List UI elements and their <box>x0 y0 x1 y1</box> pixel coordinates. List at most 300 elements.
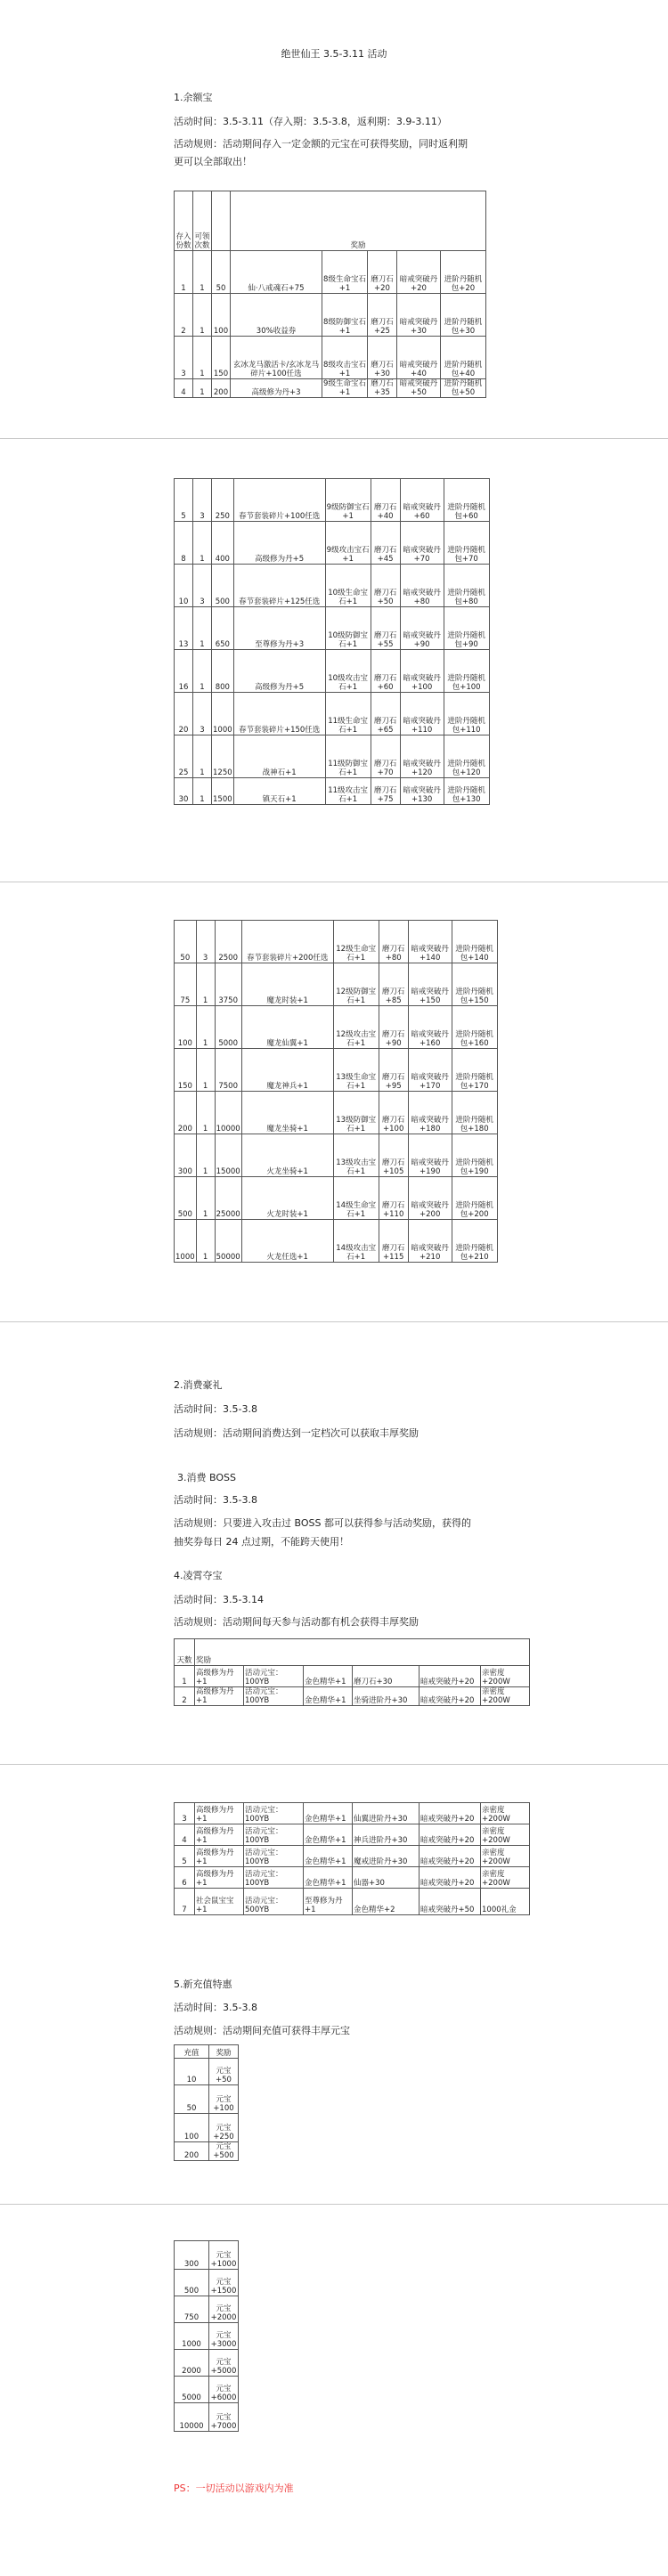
table-cell: 进阶丹随机包+30 <box>441 294 486 337</box>
page-6 <box>0 2205 668 2576</box>
table-row <box>175 1220 498 1263</box>
table-cell: 进阶丹随机包+140 <box>452 921 497 963</box>
table-cell: 活动元宝：100YB <box>244 1666 304 1687</box>
table-cell: 100 <box>175 2114 209 2142</box>
table-cell: 100 <box>212 294 231 337</box>
table-cell: 500 <box>212 565 234 607</box>
table-cell: 亲密度+200W <box>481 1687 530 1706</box>
table-cell: 暗戒突破丹+190 <box>408 1134 452 1177</box>
table-cell: 3 <box>175 337 193 379</box>
table-cell: 仙翼进阶丹+30 <box>353 1803 420 1824</box>
table-cell: 1000 <box>175 2323 209 2350</box>
table-cell: 2000 <box>175 2350 209 2377</box>
table-cell: 13级生命宝石+1 <box>333 1049 379 1092</box>
table-cell: 高级修为丹+1 <box>195 1867 244 1889</box>
table-cell: 1 <box>175 251 193 294</box>
table-row <box>175 1687 530 1706</box>
table-cell: 50 <box>175 2085 209 2114</box>
table-cell: 650 <box>212 607 234 650</box>
table-cell: 13级攻击宝石+1 <box>333 1134 379 1177</box>
table-cell: 高级修为丹+1 <box>195 1687 244 1706</box>
table-cell: 50000 <box>215 1220 241 1263</box>
table-cell: 10级生命宝石+1 <box>325 565 371 607</box>
table-cell: 1000 <box>212 693 234 735</box>
table-cell: 亲密度+200W <box>481 1803 530 1824</box>
table-cell: 元宝+5000 <box>209 2350 239 2377</box>
table-row <box>175 251 486 294</box>
table-cell: 10 <box>175 565 193 607</box>
table-row <box>175 479 490 522</box>
table-cell: 8级攻击宝石+1 <box>322 337 368 379</box>
table-cell: 7500 <box>215 1049 241 1092</box>
section-1-rule-line2: 更可以全部取出！ <box>174 156 252 167</box>
table-cell: 暗戒突破丹+70 <box>400 522 444 565</box>
table-cell: 15000 <box>215 1134 241 1177</box>
table-cell: 磨刀石+60 <box>371 650 400 693</box>
table-cell: 暗戒突破丹+30 <box>397 294 441 337</box>
table-cell: 300 <box>175 2241 209 2270</box>
table-row <box>175 1177 498 1220</box>
table-row <box>175 337 486 379</box>
table-cell: 进阶丹随机包+130 <box>444 778 489 805</box>
table-cell: 磨刀石+35 <box>368 379 397 398</box>
table-cell: 至尊修为丹+3 <box>233 607 325 650</box>
table-cell: 100 <box>175 1006 197 1049</box>
table-cell: 10 <box>175 2059 209 2085</box>
table-cell: 磨刀石+30 <box>353 1666 420 1687</box>
table-cell: 亲密度+200W <box>481 1666 530 1687</box>
table-cell: 150 <box>212 337 231 379</box>
table-cell: 磨刀石+25 <box>368 294 397 337</box>
table-row <box>175 1666 530 1687</box>
section-2-heading: 2.消费豪礼 <box>174 1379 223 1391</box>
section-2-rule: 活动规则：活动期间消费达到一定档次可以获取丰厚奖励 <box>174 1427 419 1439</box>
table-row <box>175 778 490 805</box>
table-cell: 1 <box>193 294 212 337</box>
table-cell: 6 <box>175 1867 195 1889</box>
table-cell: 1000礼金 <box>481 1889 530 1915</box>
table-row <box>175 1092 498 1134</box>
page-3 <box>0 882 668 1321</box>
table-cell: 暗戒突破丹+160 <box>408 1006 452 1049</box>
table-cell: 磨刀石+90 <box>379 1006 408 1049</box>
recharge-table-part-1 <box>174 2044 239 2161</box>
page-5 <box>0 1765 668 2204</box>
table-cell: 1 <box>193 522 212 565</box>
page-4 <box>0 1322 668 1764</box>
table-cell: 9级生命宝石+1 <box>323 379 366 397</box>
table-cell: 1 <box>193 778 212 805</box>
table-cell: 高级修为丹+5 <box>233 522 325 565</box>
table-cell: 进阶丹随机包+110 <box>444 693 489 735</box>
table-cell: 金色精华+1 <box>304 1824 353 1846</box>
table-cell: 200 <box>175 2142 209 2161</box>
table-cell: 200 <box>212 379 231 398</box>
table-cell: 活动元宝：100YB <box>244 1803 304 1824</box>
table-cell: 25 <box>175 735 193 778</box>
table-cell: 进阶丹随机包+20 <box>441 251 486 294</box>
table-cell: 暗戒突破丹+100 <box>400 650 444 693</box>
table-cell: 暗戒突破丹+20 <box>397 251 441 294</box>
table-cell: 金色精华+1 <box>304 1666 353 1687</box>
table-row <box>175 2114 239 2142</box>
table-cell: 暗戒突破丹+140 <box>408 921 452 963</box>
table-cell: 神兵进阶丹+30 <box>353 1824 420 1846</box>
table-cell: 高级修为丹+1 <box>195 1824 244 1846</box>
table-cell: 13级防御宝石+1 <box>333 1092 379 1134</box>
table-cell: 5 <box>175 1846 195 1867</box>
table-cell: 暗戒突破丹+20 <box>420 1867 481 1889</box>
table-row <box>175 2085 239 2114</box>
table-row <box>175 2059 239 2085</box>
header-cell: 存入份数 <box>175 191 193 251</box>
page-1 <box>0 0 668 438</box>
table-row <box>175 1049 498 1092</box>
header-cell: 奖励 <box>195 1639 530 1666</box>
table-cell: 魔龙时装+1 <box>241 963 333 1006</box>
table-cell: 金色精华+1 <box>304 1803 353 1824</box>
table-cell: 3 <box>193 479 212 522</box>
table-cell: 磨刀石+105 <box>379 1134 408 1177</box>
table-cell: 暗戒突破丹+170 <box>408 1049 452 1092</box>
table-cell: 至尊修为丹+1 <box>304 1889 353 1915</box>
table-cell: 10级攻击宝石+1 <box>325 650 371 693</box>
table-cell: 暗戒突破丹+40 <box>397 337 441 379</box>
table-cell: 磨刀石+95 <box>379 1049 408 1092</box>
section-3-rule-line2: 抽奖券每日 24 点过期，不能跨天使用！ <box>174 1536 349 1548</box>
table-cell: 进阶丹随机包+190 <box>452 1134 497 1177</box>
table-cell: 14级生命宝石+1 <box>333 1177 379 1220</box>
table-row <box>175 2296 239 2323</box>
table-cell: 5 <box>175 479 193 522</box>
table-cell: 11级防御宝石+1 <box>325 735 371 778</box>
table-cell: 5000 <box>215 1006 241 1049</box>
table-cell: 20 <box>175 693 193 735</box>
table-cell: 春节套装碎片+100任选 <box>233 479 325 522</box>
table-cell: 25000 <box>215 1177 241 1220</box>
table-cell: 3 <box>175 1803 195 1824</box>
table-cell: 8级生命宝石+1 <box>322 251 368 294</box>
page-separator <box>0 438 668 439</box>
table-cell: 魔龙仙翼+1 <box>241 1006 333 1049</box>
yuebao-table-part-2 <box>174 478 490 805</box>
table-cell: 进阶丹随机包+150 <box>452 963 497 1006</box>
table-cell: 1 <box>175 1666 195 1687</box>
table-cell: 9级攻击宝石+1 <box>325 522 371 565</box>
table-cell: 500 <box>175 1177 197 1220</box>
table-cell: 12级防御宝石+1 <box>333 963 379 1006</box>
header-cell: 奖励 <box>231 191 486 251</box>
table-cell: 1 <box>196 1006 215 1049</box>
table-cell: 1 <box>193 337 212 379</box>
table-cell: 进阶丹随机包+180 <box>452 1092 497 1134</box>
table-cell: 暗戒突破丹+90 <box>400 607 444 650</box>
table-cell: 暗戒突破丹+110 <box>400 693 444 735</box>
table-cell: 磨刀石+45 <box>371 522 400 565</box>
table-cell: 11级生命宝石+1 <box>325 693 371 735</box>
table-cell: 30%收益券 <box>231 294 322 337</box>
table-cell: 春节套装碎片+200任选 <box>241 921 333 963</box>
table-cell: 仙·八戒魂石+75 <box>231 251 322 294</box>
table-cell: 1 <box>196 1134 215 1177</box>
table-cell: 元宝+1500 <box>209 2270 239 2296</box>
table-cell: 火龙任选+1 <box>241 1220 333 1263</box>
table-cell: 进阶丹随机包+160 <box>452 1006 497 1049</box>
section-1-heading: 1.余额宝 <box>174 92 213 103</box>
table-cell: 磨刀石+40 <box>371 479 400 522</box>
table-cell: 13 <box>175 607 193 650</box>
header-cell: 天数 <box>175 1639 195 1666</box>
table-cell: 进阶丹随机包+170 <box>452 1049 497 1092</box>
table-cell: 150 <box>175 1049 197 1092</box>
table-cell: 3 <box>196 921 215 963</box>
table-cell: 进阶丹随机包+50 <box>441 379 486 398</box>
table-cell: 磨刀石+100 <box>379 1092 408 1134</box>
table-row <box>175 565 490 607</box>
table-row <box>175 1824 530 1846</box>
table-cell: 2 <box>175 294 193 337</box>
table-cell: 750 <box>175 2296 209 2323</box>
table-cell: 暗戒突破丹+20 <box>420 1687 481 1706</box>
section-4-rule: 活动规则：活动期间每天参与活动都有机会获得丰厚奖励 <box>174 1616 419 1628</box>
table-cell: 200 <box>175 1092 197 1134</box>
header-cell <box>212 191 231 251</box>
table-cell: 磨刀石+80 <box>379 921 408 963</box>
table-cell: 9级防御宝石+1 <box>325 479 371 522</box>
table-cell: 300 <box>175 1134 197 1177</box>
table-row <box>175 1867 530 1889</box>
table-row <box>175 1006 498 1049</box>
table-cell: 镇天石+1 <box>233 778 325 805</box>
table-row <box>175 2241 239 2270</box>
table-cell: 3 <box>193 565 212 607</box>
ps-note: PS：一切活动以游戏内为准 <box>174 2483 294 2494</box>
table-cell: 1 <box>196 1177 215 1220</box>
table-cell: 元宝+500 <box>209 2142 239 2161</box>
table-cell: 10000 <box>215 1092 241 1134</box>
table-row <box>175 1803 530 1824</box>
table-cell: 50 <box>175 921 197 963</box>
table-cell: 进阶丹随机包+40 <box>441 337 486 379</box>
table-cell: 进阶丹随机包+90 <box>444 607 489 650</box>
table-cell: 进阶丹随机包+200 <box>452 1177 497 1220</box>
section-1-rule-line1: 活动规则：活动期间存入一定金额的元宝在可获得奖励，同时返利期 <box>174 138 468 150</box>
table-cell: 进阶丹随机包+80 <box>444 565 489 607</box>
table-cell: 元宝+3000 <box>209 2323 239 2350</box>
table-row <box>175 607 490 650</box>
table-cell: 进阶丹随机包+60 <box>444 479 489 522</box>
table-cell: 金色精华+2 <box>353 1889 420 1915</box>
table-cell: 12级生命宝石+1 <box>333 921 379 963</box>
table-cell: 10000 <box>175 2403 209 2432</box>
table-row <box>175 2142 239 2161</box>
table-cell: 魔龙坐骑+1 <box>241 1092 333 1134</box>
table-row <box>175 735 490 778</box>
table-cell: 春节套装碎片+150任选 <box>233 693 325 735</box>
table-cell: 魔戒进阶丹+30 <box>353 1846 420 1867</box>
table-cell: 社会鼠宝宝+1 <box>195 1889 244 1915</box>
table-cell: 元宝+100 <box>209 2085 239 2114</box>
table-cell: 暗戒突破丹+180 <box>408 1092 452 1134</box>
table-cell: 仙器+30 <box>353 1867 420 1889</box>
table-cell: 元宝+250 <box>209 2114 239 2142</box>
table-cell: 12级攻击宝石+1 <box>333 1006 379 1049</box>
table-cell: 活动元宝：500YB <box>244 1889 304 1915</box>
table-cell: 800 <box>212 650 234 693</box>
table-cell: 1000 <box>175 1220 197 1263</box>
table-cell: 2500 <box>215 921 241 963</box>
table-cell: 进阶丹随机包+100 <box>444 650 489 693</box>
table-cell: 进阶丹随机包+210 <box>452 1220 497 1263</box>
section-3-time: 活动时间：3.5-3.8 <box>174 1494 257 1506</box>
table-cell: 暗戒突破丹+50 <box>420 1889 481 1915</box>
table-cell: 暗戒突破丹+20 <box>420 1824 481 1846</box>
table-row <box>175 2350 239 2377</box>
page-2 <box>0 439 668 882</box>
section-5-heading: 5.新充值特惠 <box>174 1979 232 1990</box>
table-cell: 火龙时装+1 <box>241 1177 333 1220</box>
section-2-time: 活动时间：3.5-3.8 <box>174 1403 257 1415</box>
table-cell: 4 <box>175 1824 195 1846</box>
table-cell: 亲密度+200W <box>481 1846 530 1867</box>
page-separator <box>0 1764 668 1765</box>
table-cell: 元宝+6000 <box>209 2377 239 2403</box>
table-cell: 1 <box>193 650 212 693</box>
table-cell: 4 <box>175 379 193 398</box>
table-cell: 进阶丹随机包+120 <box>444 735 489 778</box>
table-cell: 1 <box>196 963 215 1006</box>
table-cell: 7 <box>175 1889 195 1915</box>
table-row <box>175 294 486 337</box>
table-cell: 5000 <box>175 2377 209 2403</box>
table-cell: 1 <box>193 735 212 778</box>
table-cell: 高级修为丹+1 <box>195 1803 244 1824</box>
page-separator <box>0 2204 668 2205</box>
table-cell: 磨刀石+115 <box>379 1220 408 1263</box>
table-cell: 1500 <box>212 778 234 805</box>
table-row <box>175 650 490 693</box>
section-1-time: 活动时间：3.5-3.11（存入期：3.5-3.8，返利期：3.9-3.11） <box>174 116 447 127</box>
section-3-heading: 3.消费 BOSS <box>177 1472 236 1483</box>
table-cell: 火龙坐骑+1 <box>241 1134 333 1177</box>
table-cell: 暗戒突破丹+60 <box>400 479 444 522</box>
table-row <box>175 2403 239 2432</box>
table-cell: 磨刀石+70 <box>371 735 400 778</box>
header-cell: 可领次数 <box>193 191 212 251</box>
table-row <box>175 1889 530 1915</box>
yuebao-table-part-1 <box>174 191 486 398</box>
table-cell: 400 <box>212 522 234 565</box>
document-title: 绝世仙王 3.5-3.11 活动 <box>281 48 387 60</box>
table-cell: 暗戒突破丹+210 <box>408 1220 452 1263</box>
table-cell: 魔龙神兵+1 <box>241 1049 333 1092</box>
table-cell: 春节套装碎片+125任选 <box>233 565 325 607</box>
table-row <box>175 1846 530 1867</box>
table-cell: 暗戒突破丹+20 <box>420 1666 481 1687</box>
table-cell: 1 <box>193 379 212 398</box>
table-cell: 磨刀石+75 <box>371 778 400 805</box>
table-cell: 元宝+2000 <box>209 2296 239 2323</box>
table-cell: 磨刀石+110 <box>379 1177 408 1220</box>
table-cell: 高级修为丹+5 <box>233 650 325 693</box>
table-row <box>175 2270 239 2296</box>
table-cell: 高级修为丹+3 <box>231 379 322 398</box>
section-4-time: 活动时间：3.5-3.14 <box>174 1594 264 1605</box>
table-cell: 16 <box>175 650 193 693</box>
table-cell: 磨刀石+20 <box>368 251 397 294</box>
section-5-rule: 活动规则：活动期间充值可获得丰厚元宝 <box>174 2025 350 2036</box>
table-cell: 1 <box>196 1220 215 1263</box>
table-cell: 3 <box>193 693 212 735</box>
table-cell: 75 <box>175 963 197 1006</box>
table-cell: 1 <box>193 607 212 650</box>
table-cell: 1 <box>193 251 212 294</box>
table-cell: 磨刀石+85 <box>379 963 408 1006</box>
table-cell: 2 <box>175 1687 195 1706</box>
table-cell: 1 <box>196 1092 215 1134</box>
table-cell: 250 <box>212 479 234 522</box>
table-cell: 进阶丹随机包+70 <box>444 522 489 565</box>
duobao-table-part-1 <box>174 1638 530 1706</box>
table-row <box>175 522 490 565</box>
page-separator <box>0 1321 668 1322</box>
table-cell: 元宝+7000 <box>209 2403 239 2432</box>
table-cell: 活动元宝：100YB <box>244 1867 304 1889</box>
table-cell: 活动元宝：100YB <box>244 1687 304 1706</box>
table-cell: 亲密度+200W <box>481 1867 530 1889</box>
table-cell: 亲密度+200W <box>481 1824 530 1846</box>
recharge-table-part-2 <box>174 2240 239 2432</box>
table-cell: 暗戒突破丹+200 <box>408 1177 452 1220</box>
table-cell: 暗戒突破丹+20 <box>420 1803 481 1824</box>
table-cell: 金色精华+1 <box>304 1687 353 1706</box>
table-row <box>175 921 498 963</box>
table-cell: 金色精华+1 <box>304 1846 353 1867</box>
table-cell: 3750 <box>215 963 241 1006</box>
table-row <box>175 379 486 398</box>
table-cell: 暗戒突破丹+130 <box>400 778 444 805</box>
table-cell: 磨刀石+30 <box>368 337 397 379</box>
section-3-rule-line1: 活动规则：只要进入攻击过 BOSS 都可以获得参与活动奖励，获得的 <box>174 1517 471 1529</box>
table-cell: 30 <box>175 778 193 805</box>
table-cell: 暗戒突破丹+150 <box>408 963 452 1006</box>
table-cell: 活动元宝：100YB <box>244 1824 304 1846</box>
table-cell: 50 <box>212 251 231 294</box>
table-cell: 11级攻击宝石+1 <box>325 778 371 805</box>
table-cell: 1250 <box>212 735 234 778</box>
header-cell: 充值 <box>175 2045 209 2059</box>
table-cell: 14级攻击宝石+1 <box>333 1220 379 1263</box>
table-cell: 1 <box>196 1049 215 1092</box>
table-cell: 金色精华+1 <box>304 1867 353 1889</box>
table-cell: 战神石+1 <box>233 735 325 778</box>
table-row <box>175 693 490 735</box>
table-cell: 500 <box>175 2270 209 2296</box>
table-cell: 暗戒突破丹+20 <box>420 1846 481 1867</box>
table-cell: 活动元宝：100YB <box>244 1846 304 1867</box>
table-cell: 元宝+50 <box>209 2059 239 2085</box>
table-row <box>175 2377 239 2403</box>
section-5-time: 活动时间：3.5-3.8 <box>174 2002 257 2013</box>
table-cell: 暗戒突破丹+80 <box>400 565 444 607</box>
duobao-table-part-2 <box>174 1802 530 1915</box>
table-cell: 暗戒突破丹+120 <box>400 735 444 778</box>
table-cell: 高级修为丹+1 <box>195 1666 244 1687</box>
table-cell: 高级修为丹+1 <box>195 1846 244 1867</box>
table-cell: 坐骑进阶丹+30 <box>353 1687 420 1706</box>
table-cell: 磨刀石+65 <box>371 693 400 735</box>
header-cell: 奖励 <box>209 2045 239 2059</box>
